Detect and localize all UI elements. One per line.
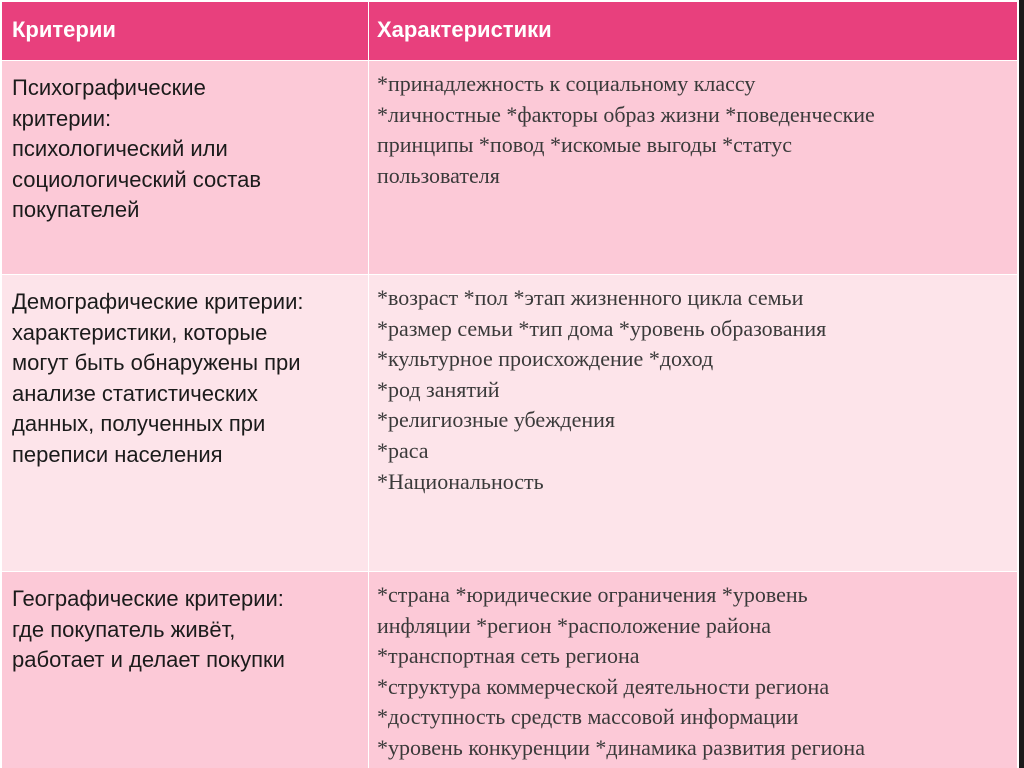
header-cell-characteristics	[369, 2, 1018, 61]
header-characteristics: Характеристики	[377, 17, 552, 42]
table-header-row	[2, 2, 1018, 61]
criteria-text: Психографические критерии: психологический или социологический состав покупателей	[12, 75, 262, 222]
header-criteria: Критерии	[12, 17, 116, 42]
table-row	[2, 61, 1018, 275]
characteristics-cell	[369, 572, 1018, 768]
table-row	[2, 572, 1018, 768]
criteria-cell	[2, 61, 369, 275]
characteristics-text: *возраст *пол *этап жизненного цикла семьи *размер семьи *тип дома *уровень образования *культурное происхождение *доход *род занятий *религиозные убеждения *раса *Национальность	[377, 285, 827, 494]
criteria-cell	[2, 572, 369, 768]
criteria-cell	[2, 275, 369, 572]
table-row	[2, 275, 1018, 572]
characteristics-cell	[369, 275, 1018, 572]
right-edge-shadow	[1019, 0, 1024, 768]
criteria-text: Географические критерии: где покупатель живёт, работает и делает покупки	[12, 586, 285, 672]
characteristics-text: *страна *юридические ограничения *уровень инфляции *регион *расположение района *транспортная сеть региона *структура коммерческой деятельности региона *доступность средств массовой информации *уровень конкуренции *динамика развития региона	[377, 582, 865, 760]
characteristics-text: *принадлежность к социальному классу *личностные *факторы образ жизни *поведенческие принципы *повод *искомые выгоды *статус пользователя	[377, 71, 875, 188]
characteristics-cell	[369, 61, 1018, 275]
header-cell-criteria	[2, 2, 369, 61]
criteria-text: Демографические критерии: характеристики, которые могут быть обнаружены при анализе статистических данных, полученных при переписи населения	[12, 289, 304, 467]
criteria-table	[1, 1, 1018, 768]
